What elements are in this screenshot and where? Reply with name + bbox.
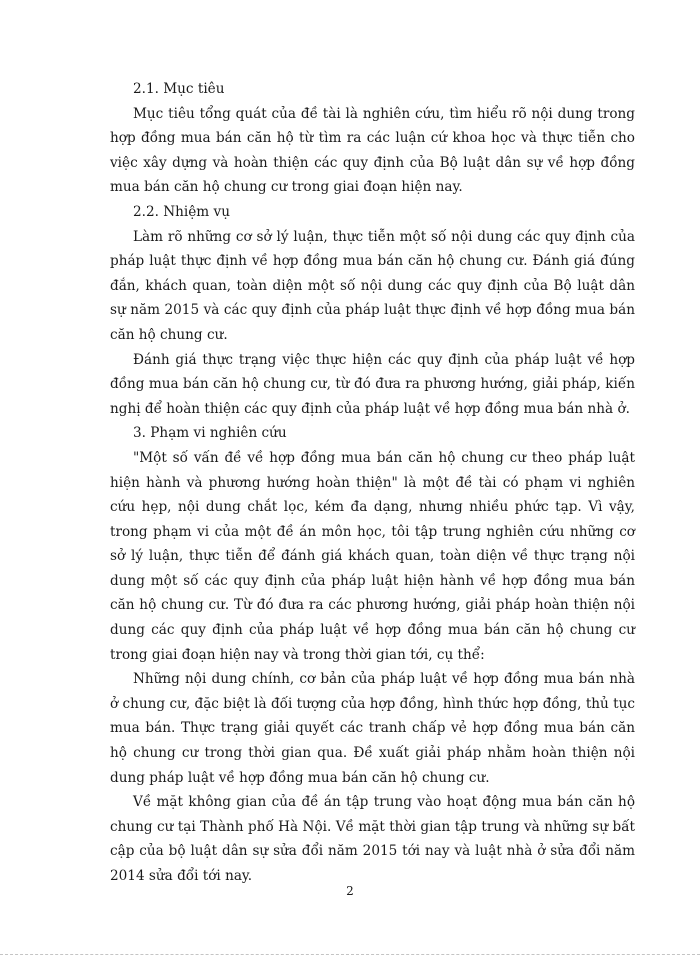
section-heading-objectives: 2.1. Mục tiêu (133, 81, 225, 97)
paragraph-scope-1: "Một số vấn đề về hợp đồng mua bán căn hộ chung cư theo pháp luật hiện hành và phương hướng hoàn thiện" là một đề tài có phạm vi nghiên cứu hẹp, nội dung chắt lọc, kém đa dạng, nhưng nhiều phức tạp. Vì vậy, trong phạm vi của một đề án môn học, tôi tập trung nghiên cứu những cơ sở lý luận, thực tiễn để đánh giá khách quan, toàn diện về thực trạng nội dung một số các quy định của pháp luật hiện hành về hợp đồng mua bán căn hộ chung cư. Từ đó đưa ra các phương hướng, giải pháp hoàn thiện nội dung các quy định của pháp luật về hợp đồng mua bán căn hộ chung cư trong giai đoạn hiện nay và trong thời gian tới, cụ thể: (110, 449, 635, 663)
page-bottom-divider (0, 954, 700, 955)
paragraph-tasks-2: Đánh giá thực trạng việc thực hiện các quy định của pháp luật về hợp đồng mua bán căn hộ chung cư, từ đó đưa ra phương hướng, giải pháp, kiến nghị để hoàn thiện các quy định của pháp luật về hợp đồng mua bán nhà ở. (110, 351, 635, 417)
paragraph-tasks-1: Làm rõ những cơ sở lý luận, thực tiễn một số nội dung các quy định của pháp luật thực định về hợp đồng mua bán căn hộ chung cư. Đánh giá đúng đắn, khách quan, toàn diện một số nội dung các quy định của Bộ luật dân sự năm 2015 và các quy định của pháp luật thực định về hợp đồng mua bán căn hộ chung cư. (110, 228, 635, 343)
document-body (110, 77, 635, 889)
page-number: 2 (346, 884, 354, 898)
paragraph-objectives: Mục tiêu tổng quát của đề tài là nghiên cứu, tìm hiểu rõ nội dung trong hợp đồng mua bán căn hộ từ tìm ra các luận cứ khoa học và thực tiễn cho việc xây dựng và hoàn thiện các quy định của Bộ luật dân sự về hợp đồng mua bán căn hộ chung cư trong giai đoạn hiện nay. (110, 105, 635, 196)
section-heading-tasks: 2.2. Nhiệm vụ (133, 203, 230, 220)
section-heading-scope: 3. Phạm vi nghiên cứu (133, 425, 287, 442)
paragraph-scope-2: Những nội dung chính, cơ bản của pháp luật về hợp đồng mua bán nhà ở chung cư, đặc biệt là đối tượng của hợp đồng, hình thức hợp đồng, thủ tục mua bán. Thực trạng giải quyết các tranh chấp vẻ hợp đồng mua bán căn hộ chung cư trong thời gian qua. Đề xuất giải pháp nhằm hoàn thiện nội dung pháp luật về hợp đồng mua bán căn hộ chung cư. (110, 671, 635, 786)
paragraph-scope-3: Về mặt không gian của đề án tập trung vào hoạt động mua bán căn hộ chung cư tại Thành phố Hà Nội. Về mặt thời gian tập trung và những sự bất cập của bộ luật dân sự sửa đổi năm 2015 tới nay và luật nhà ở sửa đổi năm 2014 sửa đổi tới nay. (110, 794, 635, 884)
